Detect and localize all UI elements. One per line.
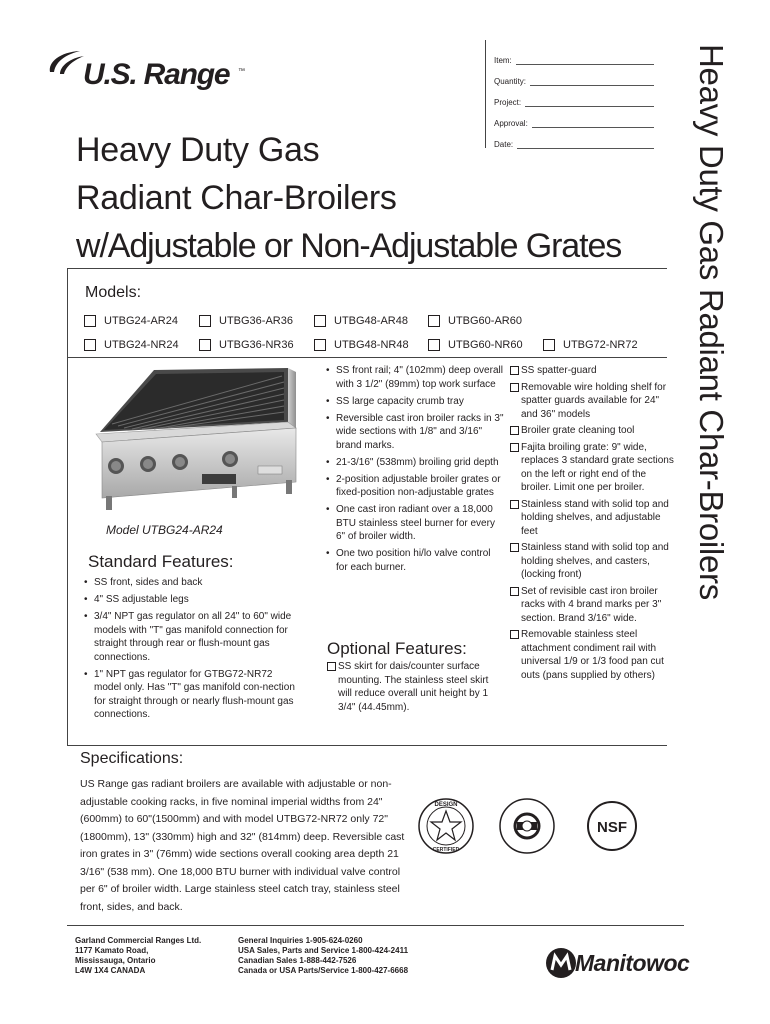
checkbox-icon[interactable]: [428, 315, 440, 327]
manitowoc-logo: [545, 945, 690, 981]
optional-features-list: [326, 660, 496, 717]
checkbox-icon[interactable]: [314, 315, 326, 327]
vertical-title-text: Heavy Duty Gas Radiant Char-Broilers: [693, 44, 730, 600]
checkbox-icon[interactable]: [84, 339, 96, 351]
list-item: Removable wire holding shelf for spatter guards available for 24" and 36" models: [509, 381, 674, 422]
list-item: Fajita broiling grate: 9" wide, replaces 3 standard grate sections on the left or right end of the broiler. Limit one per broiler.: [509, 441, 674, 495]
specifications-heading: Specifications:: [80, 750, 184, 767]
form-item-label: Item:: [494, 56, 512, 65]
specifications-text: US Range gas radiant broilers are available with adjustable or non-adjustable cooking racks, in five nominal imperial widths from 24"(600mm) to 60"(1500mm) and with model UTBG72-NR72 only 72"(1800mm), 13" (330mm) high and 32" (814mm) deep. Reversible cast iron grates in 3" (76mm) wide sections overall cooking area depth 21 3/16" (538 mm). One 18,000 BTU burner with individual valve control per 6" of broiler width. Large stainless steel catch tray, stainless steel front, sides, and back.: [80, 778, 405, 913]
list-item: • SS front, sides and back: [82, 576, 300, 590]
checkbox-icon[interactable]: [84, 315, 96, 327]
standard-features-heading: Standard Features:: [88, 552, 234, 571]
list-item: SS spatter-guard: [509, 364, 674, 378]
address-line: L4W 1X4 CANADA: [75, 966, 146, 975]
checkbox-icon[interactable]: [543, 339, 555, 351]
design-certified-icon: [416, 796, 476, 856]
model-label: UTBG48-AR48: [334, 315, 408, 327]
us-range-swoosh-icon: [46, 48, 86, 78]
list-item: • Reversible cast iron broiler racks in 3" wide sections with 1/8" and 3/16" brand marks.: [324, 412, 504, 453]
checkbox-icon[interactable]: [428, 339, 440, 351]
product-image: [82, 362, 308, 514]
csa-certification-icon: [497, 796, 557, 856]
address-line: 1177 Kamato Road,: [75, 946, 149, 955]
form-quantity-field[interactable]: [530, 77, 654, 86]
model-option[interactable]: [314, 339, 428, 351]
models-heading: Models:: [85, 284, 142, 301]
list-item: • 2-position adjustable broiler grates or fixed-position non-adjustable grates: [324, 473, 504, 500]
model-label: UTBG72-NR72: [563, 339, 638, 351]
model-option[interactable]: [314, 315, 428, 327]
model-option[interactable]: [84, 339, 199, 351]
us-range-logo: [46, 48, 246, 96]
title-line-1: Heavy Duty Gas: [76, 131, 320, 169]
form-approval-field[interactable]: [532, 119, 654, 128]
checkbox-icon[interactable]: [199, 339, 211, 351]
list-item: Stainless stand with solid top and holding shelves, and adjustable feet: [509, 498, 674, 539]
model-option[interactable]: [84, 315, 199, 327]
list-item: Set of revisible cast iron broiler racks with 4 brand marks per 3" section. Brand 3/16" wide.: [509, 585, 674, 626]
form-project-field[interactable]: [525, 98, 654, 107]
list-item: • One two position hi/lo valve control for each burner.: [324, 547, 504, 574]
contact-line: General Inquiries 1-905-624-0260: [238, 936, 363, 945]
list-item: Removable stainless steel attachment condiment rail with universal 1/9 or 1/3 food pan cut outs (pans supplied by others): [509, 628, 674, 682]
standard-features-list: [82, 576, 300, 725]
model-option[interactable]: [428, 315, 543, 327]
form-project-row: [494, 86, 654, 107]
optional-features-heading: Optional Features:: [327, 639, 467, 658]
list-item: SS skirt for dais/counter surface mounting. The stainless steel skirt will reduce overall unit height by 1 3/4" (44.45mm).: [326, 660, 496, 714]
footer-address: [75, 936, 201, 976]
address-line: Garland Commercial Ranges Ltd.: [75, 936, 202, 945]
item-form: [494, 44, 654, 149]
form-item-field[interactable]: [516, 56, 654, 65]
footer-contact: [238, 936, 408, 976]
nsf-certification-icon: [586, 800, 638, 852]
list-item: • One cast iron radiant over a 18,000 BTU stainless steel burner for every 6" of broiler width.: [324, 503, 504, 544]
checkbox-icon[interactable]: [314, 339, 326, 351]
models-row-2: [84, 333, 664, 357]
contact-line: Canada or USA Parts/Service 1-800-427-6668: [238, 966, 409, 975]
product-caption: Model UTBG24-AR24: [106, 523, 223, 537]
list-item: • 21-3/16" (538mm) broiling grid depth: [324, 456, 504, 470]
list-item: Broiler grate cleaning tool: [509, 424, 674, 438]
model-label: UTBG36-NR36: [219, 339, 294, 351]
form-date-row: [494, 128, 654, 149]
brand-trademark: ™: [238, 68, 245, 75]
list-item: • SS large capacity crumb tray: [324, 395, 504, 409]
design-label: DESIGN: [434, 802, 458, 808]
model-option[interactable]: [199, 339, 314, 351]
vertical-title: [691, 44, 731, 758]
model-label: UTBG60-AR60: [448, 315, 522, 327]
optional-features-list-col3: [509, 364, 674, 685]
models-list: [84, 309, 664, 357]
footer-divider: [67, 925, 684, 926]
form-date-field[interactable]: [517, 140, 654, 149]
list-item: • 1" NPT gas regulator for GTBG72-NR72 model only. Has "T" gas manifold con-nection for straight through or nearly flush-mount gas connections.: [82, 668, 300, 722]
model-label: UTBG48-NR48: [334, 339, 409, 351]
model-option[interactable]: [543, 339, 638, 351]
models-divider: [67, 357, 667, 358]
contact-line: Canadian Sales 1-888-442-7526: [238, 956, 357, 965]
title-line-2: Radiant Char-Broilers: [76, 179, 397, 217]
form-project-label: Project:: [494, 98, 522, 107]
nsf-label: NSF: [597, 819, 627, 836]
list-item: • SS front rail; 4" (102mm) deep overall with 3 1/2" (89mm) top work surface: [324, 364, 504, 391]
certified-label: CERTIFIED: [432, 847, 460, 853]
address-line: Mississauga, Ontario: [75, 956, 156, 965]
form-item-row: [494, 44, 654, 65]
model-label: UTBG24-NR24: [104, 339, 179, 351]
form-date-label: Date:: [494, 140, 514, 149]
model-label: UTBG60-NR60: [448, 339, 523, 351]
contact-line: USA Sales, Parts and Service 1-800-424-2411: [238, 946, 409, 955]
checkbox-icon[interactable]: [199, 315, 211, 327]
list-item: Stainless stand with solid top and holding shelves, and casters, (locking front): [509, 541, 674, 582]
model-label: UTBG36-AR36: [219, 315, 293, 327]
list-item: • 3/4" NPT gas regulator on all 24" to 60" wide models with "T" gas manifold connection for straight through rear or flush-mount gas connections.: [82, 610, 300, 664]
models-row-1: [84, 309, 664, 333]
form-approval-row: [494, 107, 654, 128]
title-line-3: w/Adjustable or Non-Adjustable Grates: [76, 227, 622, 265]
char-broiler-illustration: [82, 362, 308, 514]
form-approval-label: Approval:: [494, 119, 528, 128]
manitowoc-brand: Manitowoc: [575, 950, 690, 976]
model-option[interactable]: [428, 339, 543, 351]
list-item: • 4" SS adjustable legs: [82, 593, 300, 607]
manitowoc-mark-icon: [545, 947, 577, 979]
features-list-col2: [324, 364, 504, 578]
form-quantity-label: Quantity:: [494, 77, 527, 86]
brand-name: U.S. Range: [83, 58, 230, 91]
form-divider: [485, 40, 486, 148]
model-option[interactable]: [199, 315, 314, 327]
form-quantity-row: [494, 65, 654, 86]
model-label: UTBG24-AR24: [104, 315, 178, 327]
